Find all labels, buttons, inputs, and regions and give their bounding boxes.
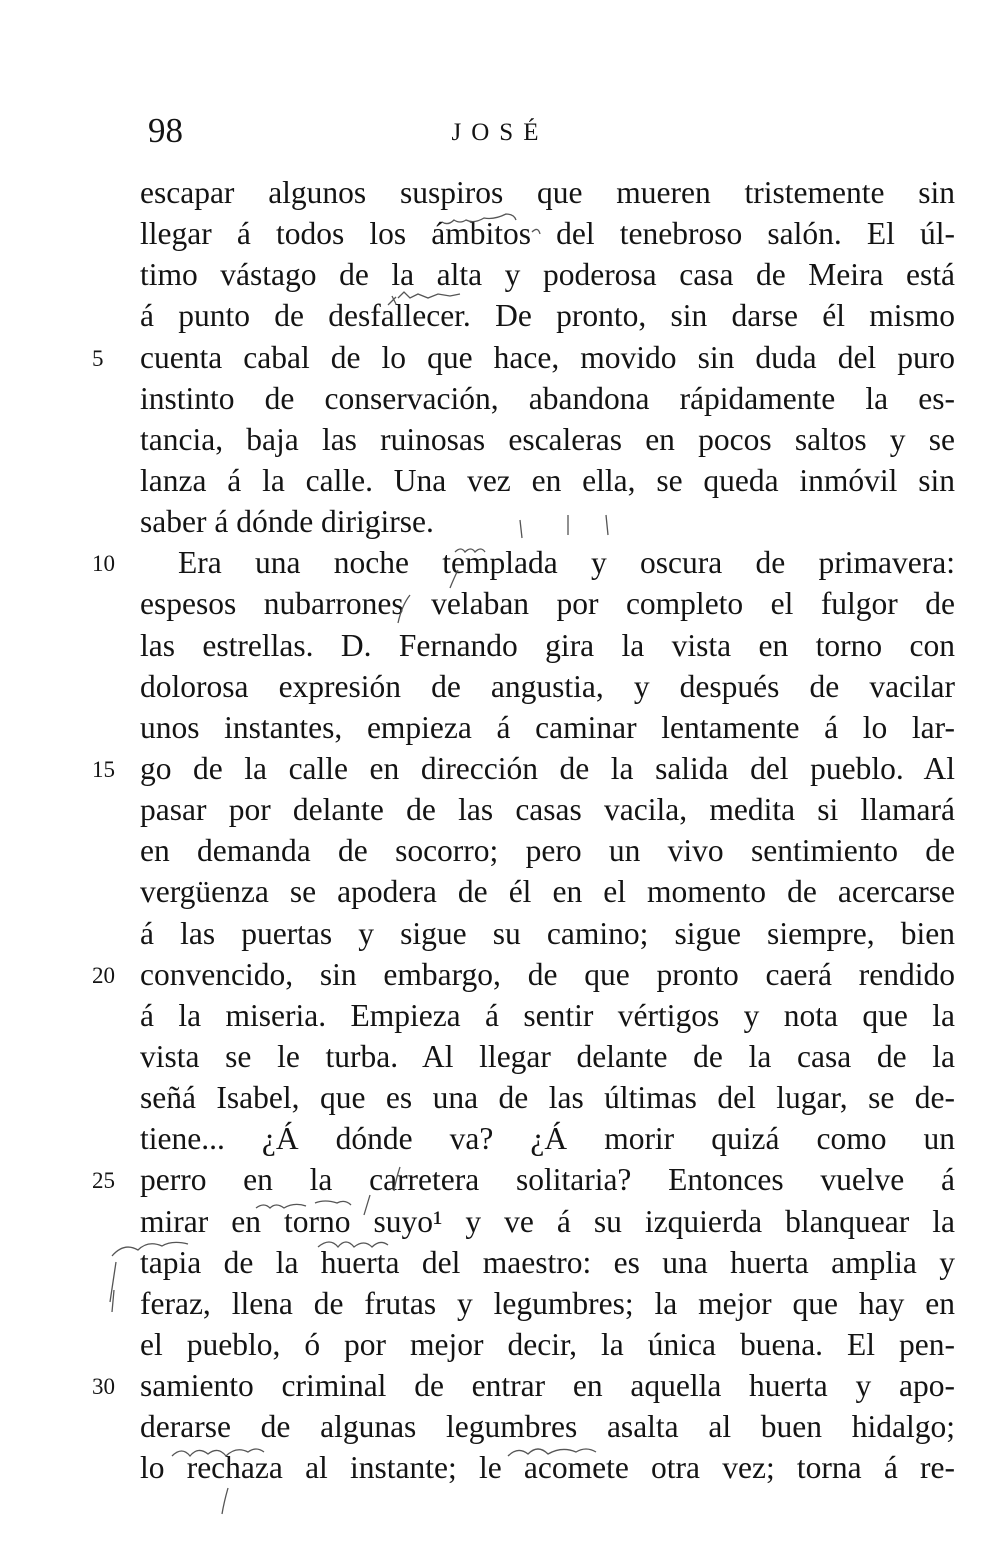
- line-text: saber á dónde dirigirse.: [140, 504, 434, 540]
- line-text: perro en la carretera solitaria? Entonces vuelve á: [140, 1162, 955, 1198]
- line-text: convencido, sin embargo, de que pronto caerá rendido: [140, 956, 955, 992]
- text-line: [0, 1201, 1000, 1242]
- line-text: cuenta cabal de lo que hace, movido sin duda del puro: [140, 339, 955, 375]
- text-line: [0, 172, 1000, 213]
- line-number: 15: [92, 756, 115, 782]
- line-text: pasar por delante de las casas vacila, medita si llamará: [140, 792, 955, 828]
- text-line: [0, 1242, 1000, 1283]
- text-line: [0, 1077, 1000, 1118]
- text-line: [0, 748, 1000, 789]
- text-line: [0, 954, 1000, 995]
- line-text: derarse de algunas legumbres asalta al buen hidalgo;: [140, 1409, 955, 1445]
- text-line: [0, 337, 1000, 378]
- body-text: [0, 172, 1000, 1489]
- line-text: llegar á todos los ámbitos del tenebroso salón. El úl-: [140, 216, 955, 252]
- line-text: señá Isabel, que es una de las últimas del lugar, se de-: [140, 1080, 955, 1116]
- text-line: [0, 1118, 1000, 1159]
- line-text: escapar algunos suspiros que mueren tristemente sin: [140, 175, 955, 210]
- text-line: [0, 213, 1000, 254]
- text-line: [0, 707, 1000, 748]
- line-number: 30: [92, 1374, 115, 1400]
- line-text: go de la calle en dirección de la salida del pueblo. Al: [140, 750, 955, 786]
- line-number: 10: [92, 551, 115, 577]
- text-line: [0, 460, 1000, 501]
- line-text: á punto de desfallecer. De pronto, sin darse él mismo: [140, 298, 955, 334]
- text-line: [0, 1324, 1000, 1365]
- text-line: [0, 501, 1000, 542]
- line-number: 20: [92, 962, 115, 988]
- line-text: tapia de la huerta del maestro: es una huerta amplia y: [140, 1244, 955, 1280]
- page-header: [0, 106, 1000, 156]
- line-text: samiento criminal de entrar en aquella huerta y apo-: [140, 1368, 955, 1404]
- line-text: feraz, llena de frutas y legumbres; la mejor que hay en: [140, 1285, 955, 1321]
- text-line: [0, 666, 1000, 707]
- text-line: [0, 254, 1000, 295]
- line-number: 5: [92, 345, 104, 371]
- pencil-mark: [222, 1488, 228, 1514]
- text-line: [0, 1159, 1000, 1200]
- page-number: 98: [148, 111, 183, 150]
- line-text: instinto de conservación, abandona rápidamente la es-: [140, 380, 955, 416]
- text-line: [0, 542, 1000, 583]
- line-text: á las puertas y sigue su camino; sigue siempre, bien: [140, 915, 955, 951]
- line-text: espesos nubarrones velaban por completo el fulgor de: [140, 586, 955, 622]
- line-text: mirar en torno suyo¹ y ve á su izquierda blanquear la: [140, 1203, 955, 1239]
- line-text: dolorosa expresión de angustia, y después de vacilar: [140, 668, 955, 704]
- line-text: lo rechaza al instante; le acomete otra vez; torna á re-: [140, 1450, 955, 1486]
- line-text: lanza á la calle. Una vez en ella, se queda inmóvil sin: [140, 462, 955, 498]
- text-line: [0, 913, 1000, 954]
- text-line: [0, 1036, 1000, 1077]
- text-line: [0, 830, 1000, 871]
- line-text: Era una noche templada y oscura de primavera:: [178, 545, 955, 581]
- text-line: [0, 583, 1000, 624]
- line-text: en demanda de socorro; pero un vivo sentimiento de: [140, 833, 955, 869]
- text-line: [0, 1406, 1000, 1447]
- running-head: JOSÉ: [451, 119, 549, 146]
- line-number: 25: [92, 1168, 115, 1194]
- text-line: [0, 1447, 1000, 1488]
- text-line: [0, 1283, 1000, 1324]
- line-text: vergüenza se apodera de él en el momento de acercarse: [140, 874, 955, 910]
- text-line: [0, 871, 1000, 912]
- line-text: las estrellas. D. Fernando gira la vista en torno con: [140, 627, 955, 663]
- text-line: [0, 419, 1000, 460]
- line-text: tancia, baja las ruinosas escaleras en pocos saltos y se: [140, 421, 955, 457]
- line-text: unos instantes, empieza á caminar lentamente á lo lar-: [140, 709, 955, 745]
- line-text: tiene... ¿Á dónde va? ¿Á morir quizá como un: [140, 1121, 955, 1157]
- text-line: [0, 995, 1000, 1036]
- line-text: á la miseria. Empieza á sentir vértigos y nota que la: [140, 997, 955, 1033]
- line-text: el pueblo, ó por mejor decir, la única buena. El pen-: [140, 1326, 955, 1362]
- text-line: [0, 1365, 1000, 1406]
- text-line: [0, 378, 1000, 419]
- line-text: timo vástago de la alta y poderosa casa de Meira está: [140, 257, 955, 293]
- text-line: [0, 625, 1000, 666]
- line-text: vista se le turba. Al llegar delante de la casa de la: [140, 1038, 955, 1074]
- text-line: [0, 789, 1000, 830]
- text-line: [0, 295, 1000, 336]
